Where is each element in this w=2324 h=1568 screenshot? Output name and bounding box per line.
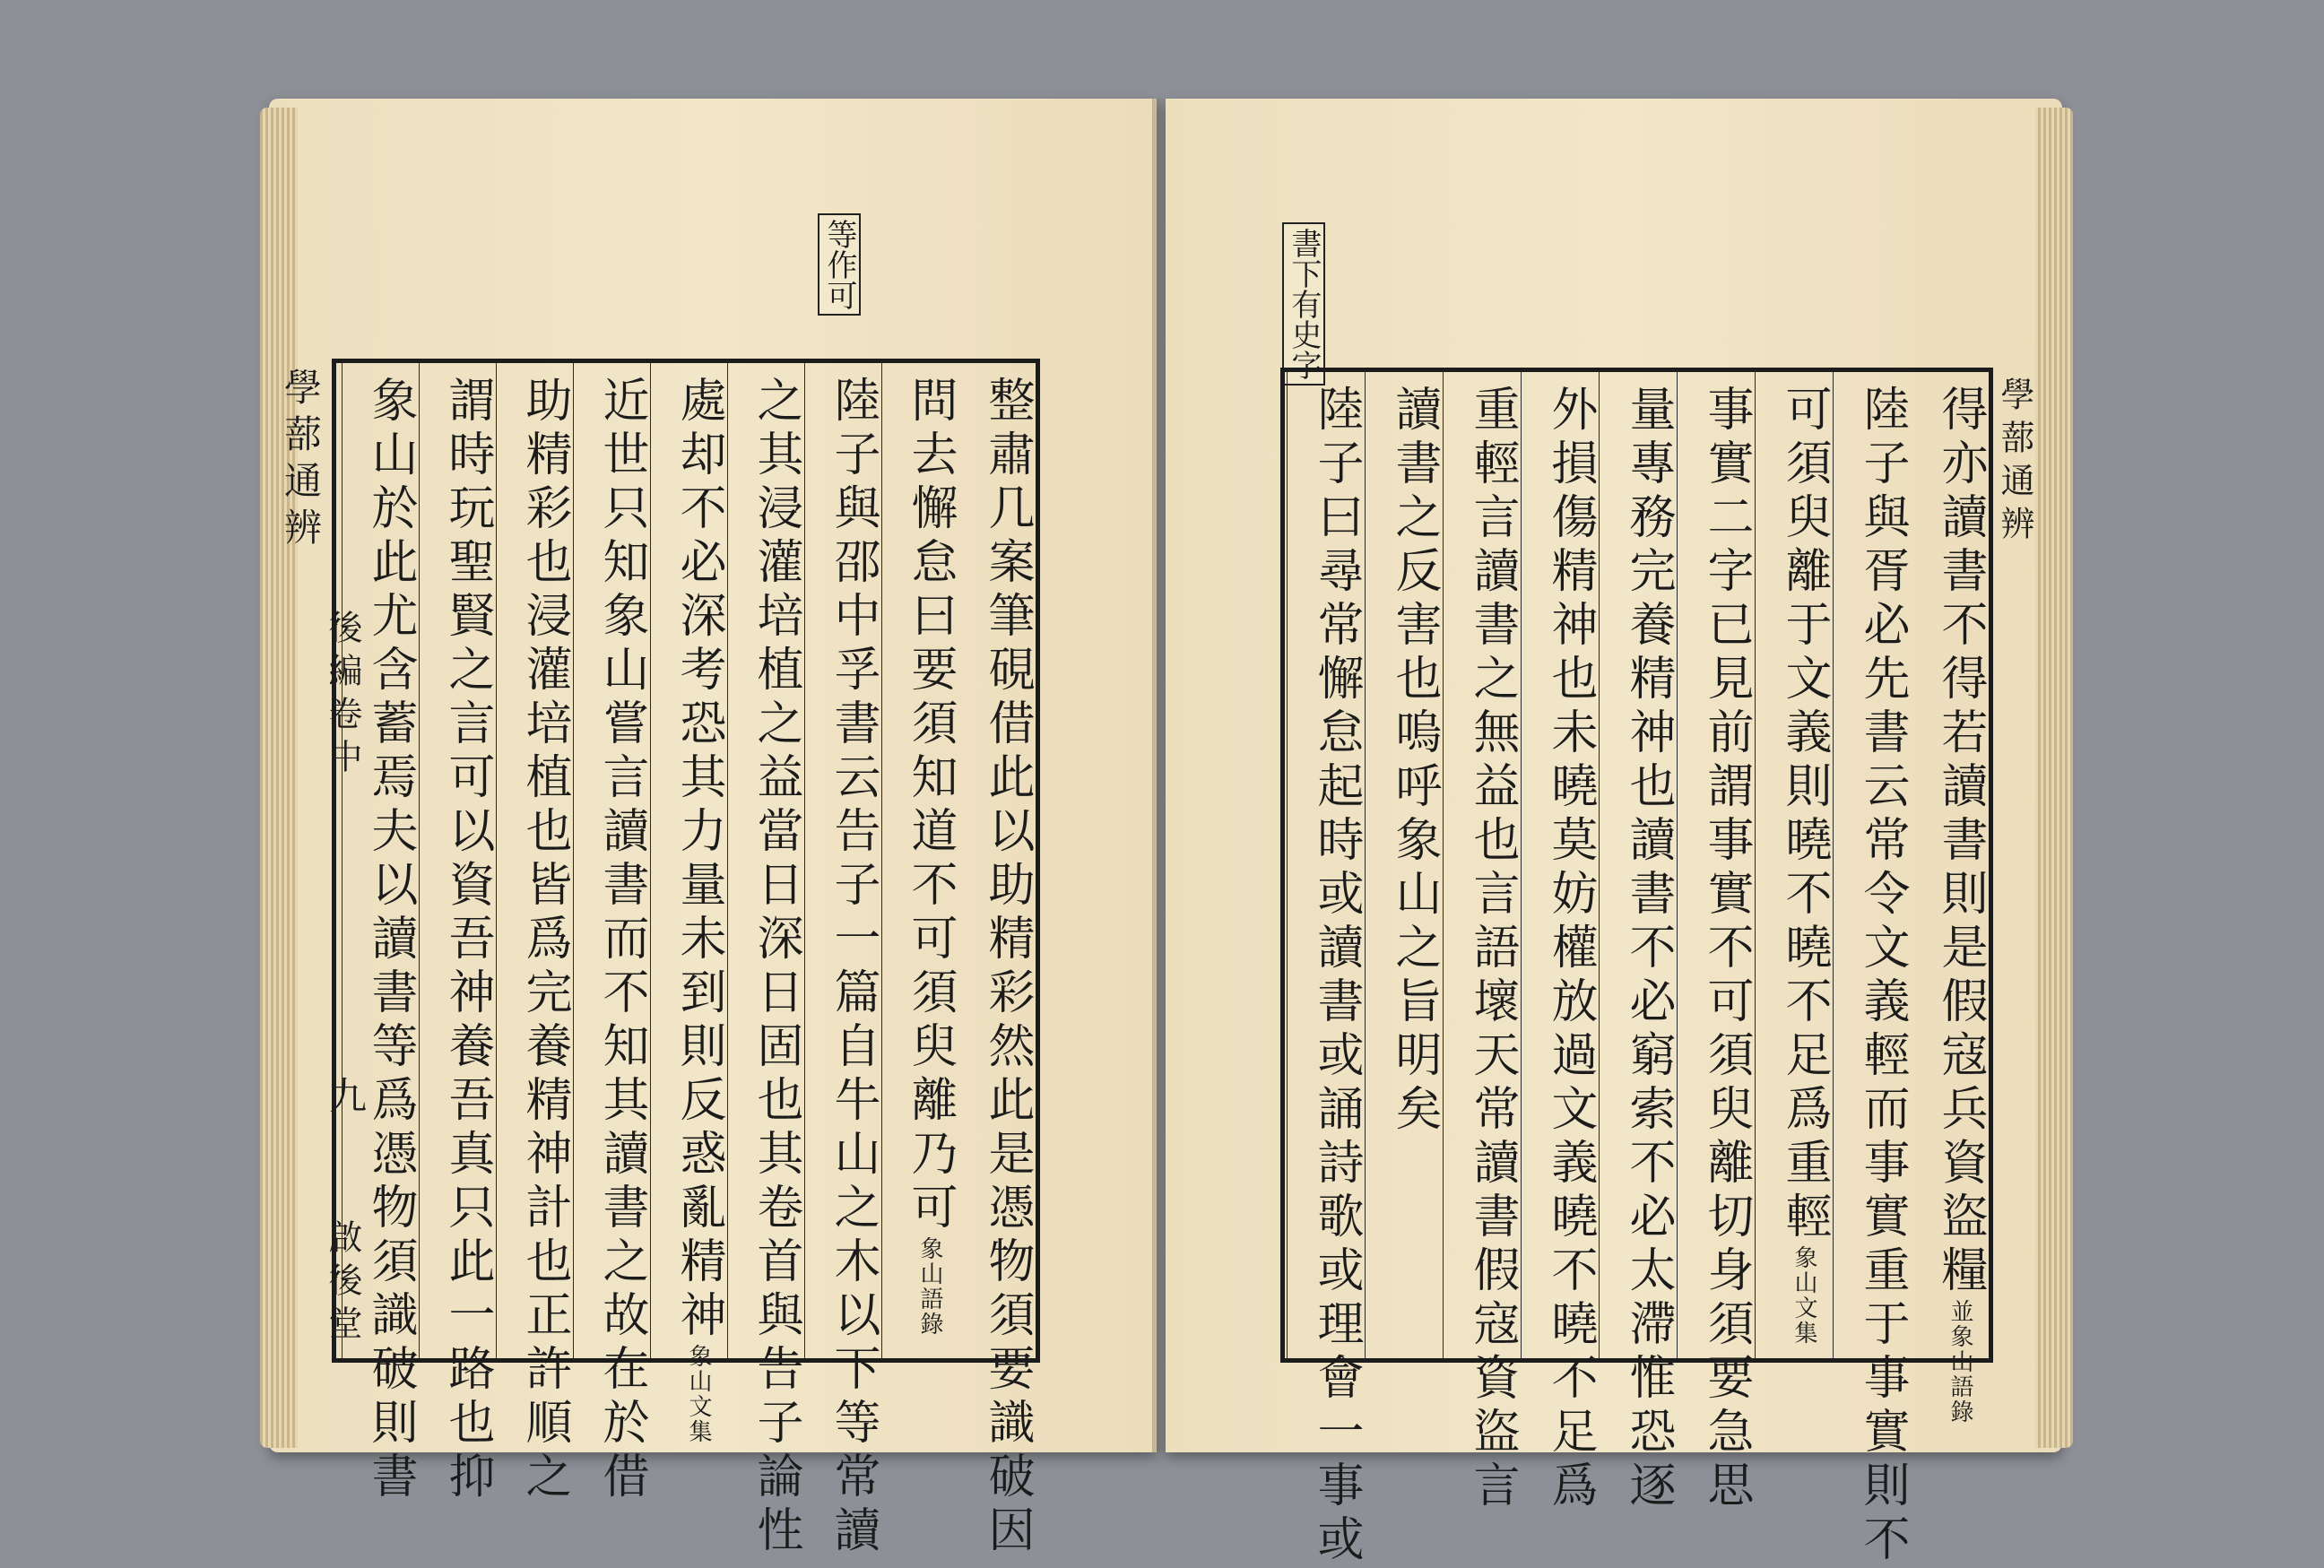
right-column-3-text: 可須臾離于文義則曉不曉不足爲重輕: [1777, 385, 1831, 1245]
page-edges-right: [2035, 108, 2073, 1448]
left-column-1: 整肅几案筆硯借此以助精彩然此是憑物須要識破因: [980, 376, 1034, 1559]
left-text-frame: [332, 359, 1040, 1559]
right-column-5: 量專務完養精神也讀書不必窮索不必太滯惟恐逐: [1599, 372, 1677, 1358]
right-column-8: 讀書之反害也嗚呼象山之旨明矣: [1365, 372, 1443, 1358]
left-page: [269, 99, 1157, 1559]
right-top-note: 書下有史字: [1282, 222, 1325, 386]
left-column-3: 陸子與邵中孚書云告子一篇自牛山之木以下等常讀: [804, 363, 881, 1358]
right-column-1: [1911, 372, 1989, 1425]
left-banxin-publisher: 啟後堂: [323, 1219, 362, 1348]
left-annotation-2: 象山語錄: [916, 1236, 943, 1337]
right-column-4: 事實二字已見前謂事實不可須臾離切身須要急思: [1677, 372, 1755, 1358]
right-column-9: 陸子曰尋常懈怠起時或讀書或誦詩歌或理會一事或: [1287, 372, 1365, 1358]
right-annotation-1: 並象山語錄: [1947, 1299, 1973, 1425]
right-column-2: 陸子與胥必先書云常令文義輕而事實重于事實則不: [1833, 372, 1911, 1358]
left-column-6: 近世只知象山嘗言讀書而不知其讀書之故在於借: [573, 363, 650, 1358]
right-column-6: 外損傷精神也未曉莫妨權放過文義曉不曉不足爲: [1521, 372, 1599, 1358]
left-banxin-volume: 後編卷中: [323, 610, 362, 782]
right-banxin-title: 學蔀通辨: [1995, 377, 2034, 549]
left-column-2: [881, 363, 958, 1358]
left-column-5: [650, 363, 727, 1444]
left-top-note: 等作可: [818, 213, 861, 316]
open-book: [269, 99, 2062, 1568]
right-column-1-text: 得亦讀書不得若讀書則是假寇兵資盜糧: [1933, 385, 1987, 1299]
left-column-8: 謂時玩聖賢之言可以資吾神養吾真只此一路也抑: [419, 363, 496, 1358]
right-annotation-3: 象山文集: [1791, 1245, 1817, 1346]
right-column-3: [1755, 372, 1833, 1358]
right-page: [1166, 99, 2062, 1568]
left-annotation-5: 象山文集: [685, 1344, 712, 1444]
left-banxin-title: 學蔀通辨: [279, 368, 323, 554]
left-banxin-page: 九: [324, 1076, 368, 1122]
page-edges-left: [260, 108, 298, 1448]
left-column-7: 助精彩也浸灌培植也皆爲完養精神計也正許順之: [496, 363, 573, 1358]
left-column-5-text: 處却不必深考恐其力量未到則反惑亂精神: [672, 376, 725, 1344]
right-column-7: 重輕言讀書之無益也言語壞天常讀書假寇資盜言: [1443, 372, 1521, 1358]
right-text-frame: [1280, 368, 1993, 1568]
left-column-4: 之其浸灌培植之益當日深日固也其卷首與告子論性: [727, 363, 804, 1358]
left-column-9: 象山於此尤含蓄焉夫以讀書等爲憑物須識破則書: [342, 363, 419, 1358]
left-column-2-text: 問去懈怠曰要須知道不可須臾離乃可: [903, 376, 957, 1236]
